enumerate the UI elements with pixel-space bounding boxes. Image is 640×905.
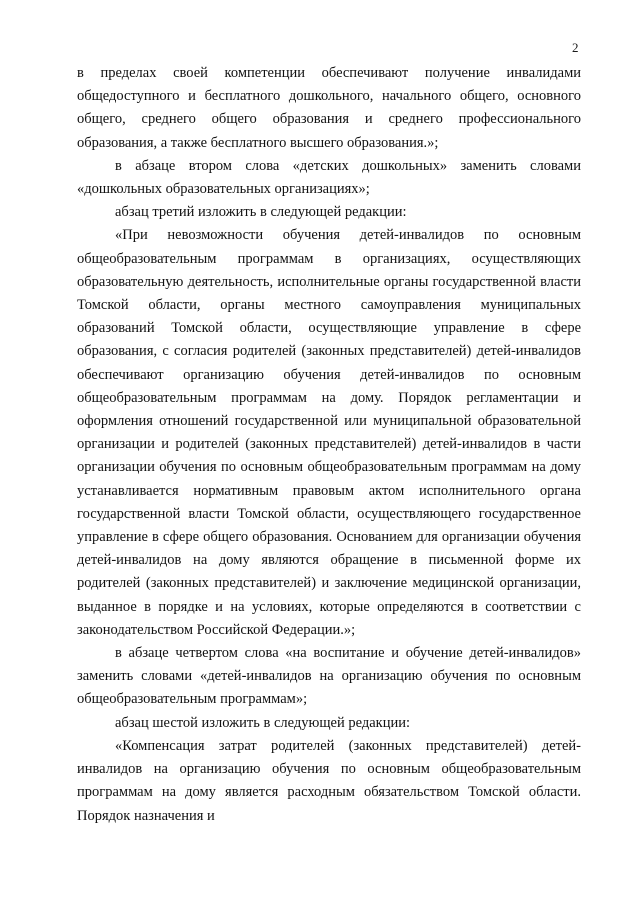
document-body xyxy=(77,62,581,828)
paragraph-5: в абзаце четвертом слова «на воспитание и обучение детей-инвалидов» заменить словами «детей-инвалидов на организацию обучения по основным общеобразовательным программам»; xyxy=(77,645,581,708)
page-number: 2 xyxy=(572,40,579,55)
paragraph-1: в пределах своей компетенции обеспечивают получение инвалидами общедоступного и бесплатного дошкольного, начального общего, основного общего, среднего общего образования и среднего профессионального образования, а также бесплатного высшего образования.»; xyxy=(77,65,581,151)
paragraph-6: абзац шестой изложить в следующей редакции: xyxy=(115,714,410,731)
paragraph-2: в абзаце втором слова «детских дошкольных» заменить словами «дошкольных образовательных организациях»; xyxy=(77,157,581,198)
paragraph-4: «При невозможности обучения детей-инвалидов по основным общеобразовательным программам в организациях, осуществляющих образовательную деятельность, исполнительные органы государственной власти Томской области, органы местного самоуправления муниципальных образований Томской области, осуществляющие управление в сфере образования, с согласия родителей (законных представителей) детей-инвалидов обеспечивают организацию обучения детей-инвалидов по основным общеобразовательным программам на дому. Порядок регламентации и оформления отношений государственной или муниципальной образовательной организации и родителей (законных представителей) детей-инвалидов в части организации обучения по основным общеобразовательным программам на дому устанавливается нормативным правовым актом исполнительного органа государственной власти Томской области, осуществляющего государственное управление в сфере общего образования. Основанием для организации обучения детей-инвалидов на дому являются обращение в письменной форме их родителей (законных представителей) и заключение медицинской организации, выданное в порядке и на условиях, которые определяются в соответствии с законодательством Российской Федерации.»; xyxy=(77,227,581,638)
paragraph-7: «Компенсация затрат родителей (законных представителей) детей-инвалидов на организацию обучения по основным общеобразовательным программам на дому является расходным обязательством Томской области. Порядок назначения и xyxy=(77,737,581,824)
paragraph-3: абзац третий изложить в следующей редакции: xyxy=(115,204,407,221)
